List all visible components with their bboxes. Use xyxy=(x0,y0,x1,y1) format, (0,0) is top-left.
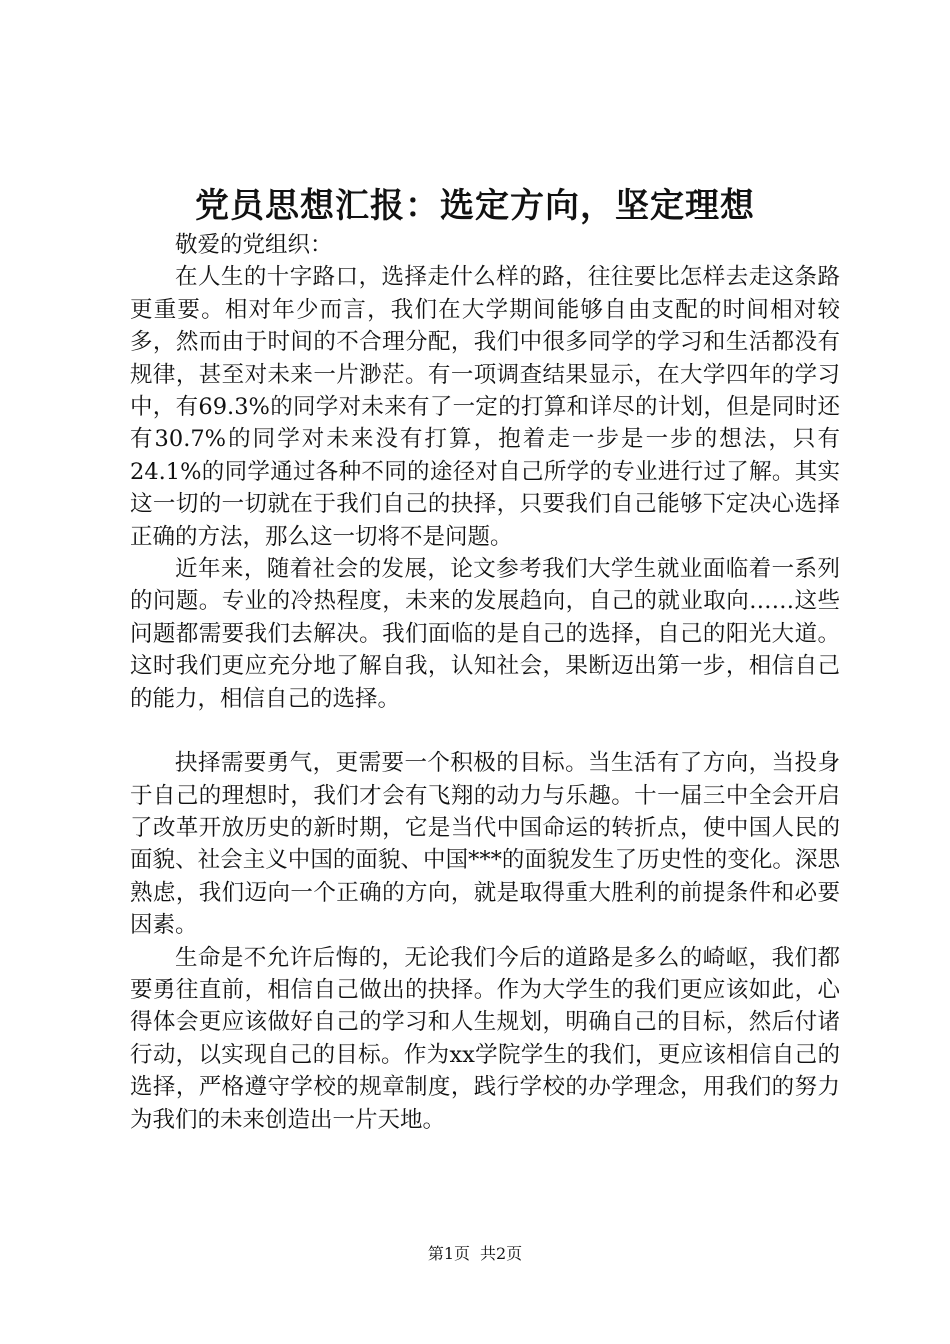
paragraph-2: 近年来，随着社会的发展，论文参考我们大学生就业面临着一系列的问题。专业的冷热程度，未来的发展趋向，自己的就业取向……这些问题都需要我们去解决。我们面临的是自己的选择，自己的阳光大道。这时我们更应充分地了解自我，认知社会，果断迈出第一步，相信自己的能力，相信自己的选择。 xyxy=(130,556,840,712)
page-number-total: 共2页 xyxy=(480,1244,523,1263)
paragraph-4: 生命是不允许后悔的，无论我们今后的道路是多么的崎岖，我们都要勇往直前，相信自己做出的抉择。作为大学生的我们更应该如此，心得体会更应该做好自己的学习和人生规划，明确自己的目标，然后付诸行动，以实现自己的目标。作为xx学院学生的我们，更应该相信自己的选择，严格遵守学校的规章制度，践行学校的办学理念，用我们的努力为我们的未来创造出一片天地。 xyxy=(130,944,840,1133)
document-body xyxy=(130,229,840,1136)
page-footer xyxy=(0,1242,950,1266)
document-title: 党员思想汇报：选定方向，坚定理想 xyxy=(195,186,755,226)
paragraph-1: 在人生的十字路口，选择走什么样的路，往往要比怎样去走这条路更重要。相对年少而言，我们在大学期间能够自由支配的时间相对较多，然而由于时间的不合理分配，我们中很多同学的学习和生活都没有规律，甚至对未来一片渺茫。有一项调查结果显示，在大学四年的学习中，有69.3%的同学对未来有了一定的打算和详尽的计划，但是同时还有30.7%的同学对未来没有打算，抱着走一步是一步的想法，只有24.1%的同学通过各种不同的途径对自己所学的专业进行过了解。其实这一切的一切就在于我们自己的抉择，只要我们自己能够下定决心选择正确的方法，那么这一切将不是问题。 xyxy=(130,264,840,550)
paragraph-3: 抉择需要勇气，更需要一个积极的目标。当生活有了方向，当投身于自己的理想时，我们才会有飞翔的动力与乐趣。十一届三中全会开启了改革开放历史的新时期，它是当代中国命运的转折点，使中国人民的面貌、社会主义中国的面貌、中国***的面貌发生了历史性的变化。深思熟虑，我们迈向一个正确的方向，就是取得重大胜利的前提条件和必要因素。 xyxy=(130,750,840,939)
salutation: 敬爱的党组织： xyxy=(175,232,333,258)
page-number-current: 第1页 xyxy=(427,1244,470,1263)
